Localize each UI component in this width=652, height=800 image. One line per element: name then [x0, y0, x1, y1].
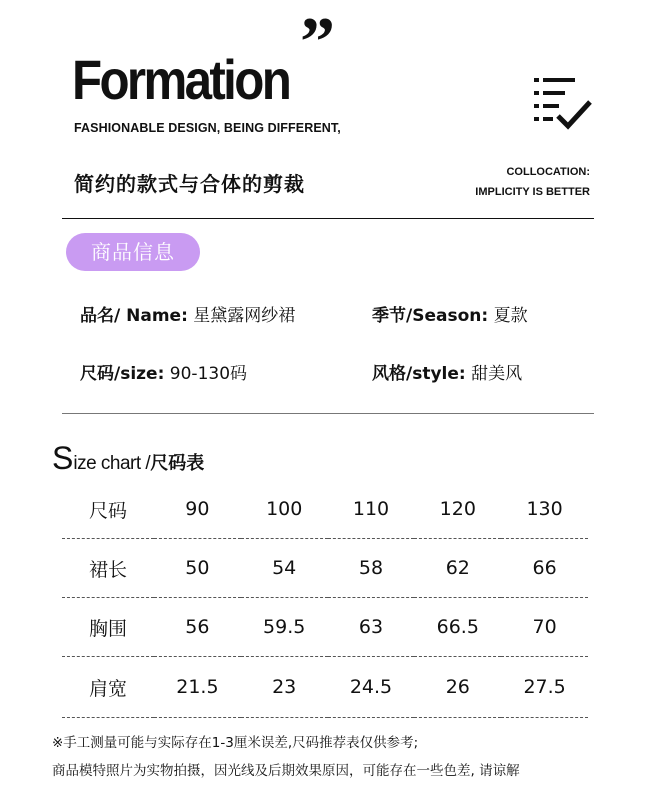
quote-mark: ” [300, 4, 335, 81]
divider [62, 218, 594, 219]
name-label: 品名/ [80, 306, 121, 326]
table-cell: 66 [501, 539, 588, 598]
style-label: 风格/ [372, 364, 413, 384]
section-separator [62, 413, 594, 414]
table-cell: 120 [414, 480, 501, 539]
info-style [372, 366, 522, 383]
collocation-line-1: COLLOCATION: [506, 166, 590, 178]
collocation-line-2: IMPLICITY IS BETTER [475, 186, 590, 198]
size-label: 尺码/ [80, 364, 121, 384]
name-en-label: Name: [120, 306, 188, 326]
table-cell: 63 [328, 598, 415, 657]
table-cell: 54 [241, 539, 328, 598]
table-cell: 58 [328, 539, 415, 598]
size-chart-heading [52, 440, 204, 477]
table-cell: 110 [328, 480, 415, 539]
name-value: 星黛露网纱裙 [193, 306, 296, 326]
table-row [62, 539, 588, 598]
table-cell: 24.5 [328, 657, 415, 718]
size-chart-heading-cn: 尺码表 [150, 453, 205, 474]
row-label: 胸围 [62, 598, 154, 657]
size-chart-heading-rest: ize chart / [73, 453, 151, 474]
table-cell: 23 [241, 657, 328, 718]
table-row [62, 480, 588, 539]
table-cell: 27.5 [501, 657, 588, 718]
table-row [62, 598, 588, 657]
table-cell: 56 [154, 598, 241, 657]
table-cell: 21.5 [154, 657, 241, 718]
style-en-label: style: [412, 364, 466, 384]
row-label: 尺码 [62, 480, 154, 539]
table-row [62, 657, 588, 718]
table-cell: 62 [414, 539, 501, 598]
info-season [372, 308, 528, 325]
section-label-product-info: 商品信息 [66, 233, 200, 271]
table-cell: 50 [154, 539, 241, 598]
table-cell: 70 [501, 598, 588, 657]
size-en-label: size: [120, 364, 165, 384]
table-cell: 90 [154, 480, 241, 539]
info-size [80, 366, 247, 383]
note-measurement: ※手工测量可能与实际存在1-3厘米误差,尺码推荐表仅供参考; [52, 735, 419, 751]
collocation-text [475, 162, 590, 202]
style-value: 甜美风 [471, 364, 523, 384]
size-table [62, 480, 588, 718]
page-title: Formation [72, 48, 290, 111]
table-cell: 26 [414, 657, 501, 718]
chinese-subtitle: 简约的款式与合体的剪裁 [74, 172, 305, 196]
season-value: 夏款 [493, 306, 528, 326]
row-label: 肩宽 [62, 657, 154, 718]
checklist-icon [530, 74, 592, 136]
season-en-label: Season: [412, 306, 489, 326]
info-name [80, 308, 295, 325]
row-label: 裙长 [62, 539, 154, 598]
table-cell: 100 [241, 480, 328, 539]
table-cell: 130 [501, 480, 588, 539]
table-cell: 66.5 [414, 598, 501, 657]
tagline: FASHIONABLE DESIGN, BEING DIFFERENT, [74, 121, 341, 135]
size-value: 90-130码 [169, 364, 248, 384]
table-cell: 59.5 [241, 598, 328, 657]
size-chart-heading-initial: S [52, 440, 74, 476]
season-label: 季节/ [372, 306, 413, 326]
note-photo: 商品模特照片为实物拍摄，因光线及后期效果原因，可能存在一些色差, 请谅解 [52, 763, 520, 779]
